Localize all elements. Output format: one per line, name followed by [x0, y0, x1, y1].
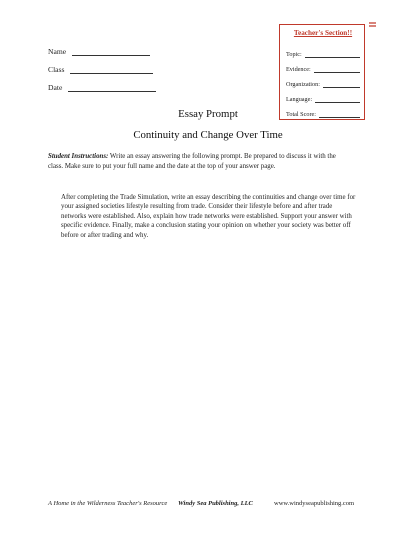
name-field[interactable]: [48, 47, 150, 56]
teacher-section-title: Teacher's Section!!: [293, 29, 353, 37]
class-field[interactable]: [48, 65, 153, 74]
class-label: Class: [48, 65, 65, 74]
instructions-lead: Student Instructions:: [48, 153, 109, 160]
corner-mark-icon: [368, 22, 377, 28]
name-line[interactable]: [72, 47, 150, 56]
teacher-row-language: [286, 88, 360, 103]
date-label: Date: [48, 83, 63, 92]
teacher-row-line[interactable]: [314, 65, 360, 73]
date-line[interactable]: [68, 83, 156, 92]
teacher-row-evidence: [286, 58, 360, 73]
name-label: Name: [48, 47, 67, 56]
footer-url[interactable]: www.windyseapublishing.com: [274, 500, 355, 507]
footer-resource: A Home in the Wilderness Teacher's Resource: [48, 500, 168, 507]
teacher-row-line[interactable]: [315, 95, 360, 103]
teacher-row-label: Evidence:: [286, 66, 311, 73]
teacher-row-label: Language:: [286, 96, 313, 103]
teacher-row-organization: [286, 73, 360, 88]
teacher-row-label: Topic:: [286, 51, 302, 58]
page-subtitle: Continuity and Change Over Time: [133, 129, 283, 141]
footer-publisher: Windy Sea Publishing, LLC: [178, 500, 253, 507]
teacher-row-line[interactable]: [305, 50, 360, 58]
teacher-section-box: [279, 24, 365, 120]
page-title: Essay Prompt: [178, 108, 238, 120]
essay-prompt: After completing the Trade Simulation, write an essay describing the continuities and change over time for your assigned societies lifestyle resulting from trade. Consider their lifestyle before and after trade networks were established. Also, explain how trade networks were established. Support your answer with specific evidence. Finally, make a conclusion stating your opinion on whether your society was better off before or after trading and why.: [61, 194, 356, 239]
date-field[interactable]: [48, 83, 156, 92]
teacher-row-label: Total Score:: [286, 111, 316, 118]
class-line[interactable]: [70, 65, 153, 74]
teacher-row-label: Organization:: [286, 81, 320, 88]
instructions-text: Write an essay answering the following prompt. Be prepared to discuss it with the class. Make sure to put your full name and the date at the top of your answer page.: [48, 153, 336, 170]
teacher-row-topic: [286, 43, 360, 58]
student-instructions: [48, 152, 348, 171]
teacher-row-line[interactable]: [323, 80, 360, 88]
